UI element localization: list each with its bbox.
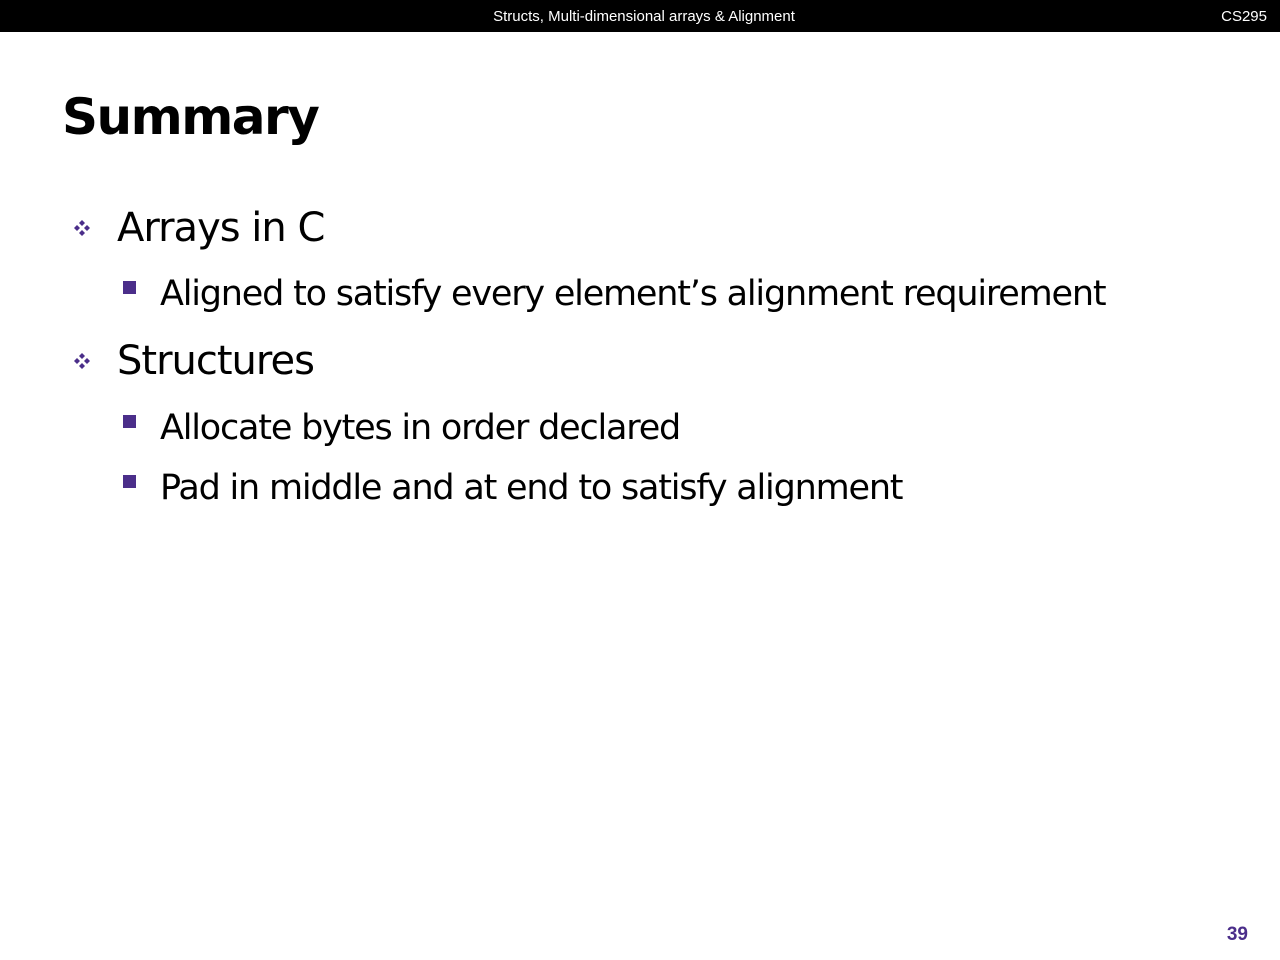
bullet-structures bbox=[70, 333, 314, 389]
square-bullet-icon bbox=[123, 281, 136, 294]
header-title: Structs, Multi-dimensional arrays & Alignment bbox=[493, 8, 795, 25]
subbullet-text: Allocate bytes in order declared bbox=[160, 408, 681, 448]
subbullet-allocate-bytes bbox=[123, 404, 680, 452]
bullet-arrays-in-c bbox=[70, 200, 324, 256]
subbullet-text: Aligned to satisfy every element’s alignment requirement bbox=[160, 274, 1106, 314]
four-diamond-bullet-icon bbox=[70, 349, 94, 373]
course-label: CS295 bbox=[1221, 8, 1267, 25]
subbullet-text: Pad in middle and at end to satisfy alignment bbox=[160, 468, 903, 508]
page-number: 39 bbox=[1226, 924, 1248, 945]
bullet-text: Arrays in C bbox=[117, 205, 325, 251]
square-bullet-icon bbox=[123, 415, 136, 428]
square-bullet-icon bbox=[123, 475, 136, 488]
subbullet-pad bbox=[123, 464, 902, 512]
four-diamond-bullet-icon bbox=[70, 216, 94, 240]
bullet-text: Structures bbox=[117, 338, 314, 384]
slide-title: Summary bbox=[62, 88, 319, 146]
subbullet-aligned bbox=[123, 270, 1105, 318]
header-bar bbox=[0, 0, 1280, 32]
